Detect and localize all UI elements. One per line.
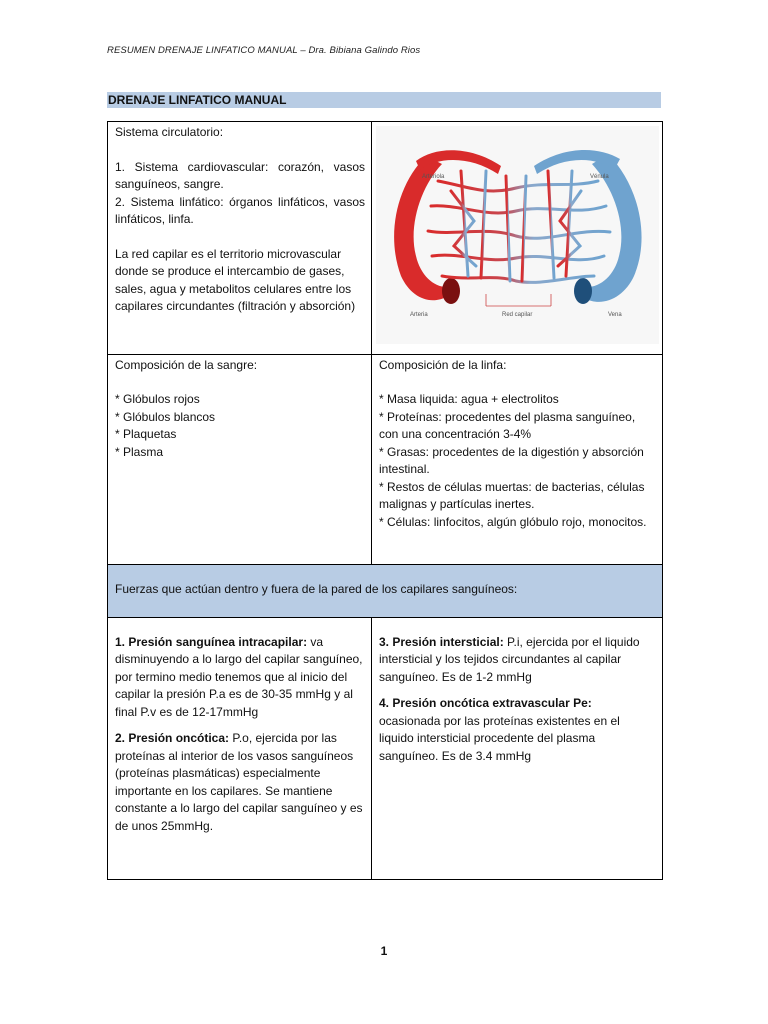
document-title: DRENAJE LINFATICO MANUAL bbox=[107, 92, 661, 108]
force-3 bbox=[379, 634, 656, 687]
force-4-title: 4. Presión oncótica extravascular Pe: bbox=[379, 696, 592, 710]
force-2-text: P.o, ejercida por las proteínas al interior de los vasos sanguíneos (proteínas plasmáticas) especialmente importante en los capilares. Se mantiene constante a lo largo del capilar sanguíneo y es de unos 25mmHg. bbox=[115, 731, 363, 833]
forces-left-cell bbox=[108, 617, 372, 879]
blood-item: * Glóbulos blancos bbox=[115, 409, 216, 424]
lymph-composition-cell bbox=[372, 354, 663, 564]
blood-item: * Plaquetas bbox=[115, 427, 177, 441]
blood-heading: Composición de la sangre: bbox=[115, 357, 258, 372]
label-arteriola: Arteriola bbox=[422, 174, 445, 180]
content-table bbox=[107, 121, 663, 880]
force-1-title: 1. Presión sanguínea intracapilar: bbox=[115, 634, 308, 649]
label-vena: Vena bbox=[608, 312, 622, 318]
forces-heading: Fuerzas que actúan dentro y fuera de la pared de los capilares sanguíneos: bbox=[108, 564, 663, 617]
forces-right-cell bbox=[372, 617, 663, 879]
label-red-capilar: Red capilar bbox=[502, 312, 533, 318]
force-2 bbox=[115, 730, 365, 835]
capillary-network-diagram bbox=[376, 126, 659, 344]
force-4 bbox=[379, 695, 656, 765]
lymph-item: * Restos de células muertas: de bacterias, células malignas y partículas inertes. bbox=[379, 479, 645, 511]
blood-item: * Plasma bbox=[115, 444, 164, 459]
force-1-text: va disminuyendo a lo largo del capilar sanguíneo, por termino medio tenemos que al inicio del capilar la presión P.a es de 30-35 mmHg y al final P.v es de 12-17mmHg bbox=[115, 634, 363, 719]
force-4-text: ocasionada por las proteínas existentes en el liquido intersticial procedente del plasma sanguíneo. Es de 3.4 mmHg bbox=[379, 713, 620, 763]
blood-item: * Glóbulos rojos bbox=[115, 392, 200, 406]
artery-lumen bbox=[442, 278, 460, 304]
capillary-diagram-cell bbox=[372, 122, 663, 355]
lymph-item: * Proteínas: procedentes del plasma sanguíneo, con una concentración 3-4% bbox=[379, 409, 636, 441]
circulatory-item-2: 2. Sistema linfático: órganos linfáticos, vasos linfáticos, linfa. bbox=[115, 194, 365, 226]
lymph-heading: Composición de la linfa: bbox=[379, 357, 507, 372]
force-3-title: 3. Presión intersticial: bbox=[379, 634, 504, 649]
label-arteria: Arteria bbox=[410, 312, 428, 318]
lymph-item: * Grasas: procedentes de la digestión y absorción intestinal. bbox=[379, 444, 644, 476]
blood-composition-cell bbox=[108, 354, 372, 564]
page-number: 1 bbox=[380, 944, 388, 958]
label-venula: Vénula bbox=[590, 174, 609, 180]
lymph-item: * Masa liquida: agua + electrolitos bbox=[379, 392, 559, 406]
lymph-item: * Células: linfocitos, algún glóbulo rojo, monocitos. bbox=[379, 514, 647, 529]
circulatory-item-1: 1. Sistema cardiovascular: corazón, vasos sanguíneos, sangre. bbox=[115, 159, 365, 191]
vein-lumen bbox=[574, 278, 592, 304]
page-header: RESUMEN DRENAJE LINFATICO MANUAL – Dra. Bibiana Galindo Rios bbox=[107, 45, 421, 56]
capillary-paragraph: La red capilar es el territorio microvascular donde se produce el intercambio de gases, sales, agua y metabolitos celulares entre los capilares circundantes (filtración y absorción) bbox=[115, 246, 356, 313]
force-2-title: 2. Presión oncótica: bbox=[115, 731, 230, 745]
force-3-text: P.i, ejercida por el liquido intersticial y los tejidos circundantes al capilar sanguíneo. Es de 1-2 mmHg bbox=[379, 634, 640, 684]
force-1 bbox=[115, 634, 365, 722]
circulatory-system-cell bbox=[108, 122, 372, 355]
circulatory-heading: Sistema circulatorio: bbox=[115, 125, 224, 139]
